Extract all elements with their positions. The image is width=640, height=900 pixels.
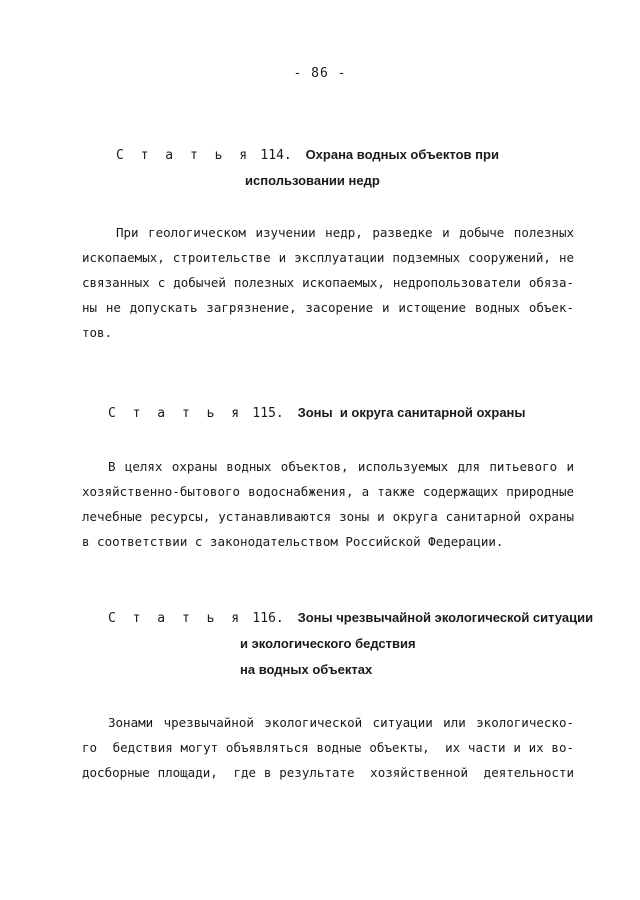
paragraph-line: тов. [82, 325, 113, 340]
page-number: - 86 - [293, 66, 347, 81]
article-114-paragraph [82, 220, 574, 345]
article-number: 114. [260, 148, 292, 163]
paragraph-line: связанных с добычей полезных ископаемых, недропользователи обяза- [82, 275, 574, 290]
article-title: Зоны чрезвычайной экологической ситуации [297, 610, 594, 625]
article-116-heading [108, 605, 593, 632]
paragraph-line: в соответствии с законодательством Российской Федерации. [82, 534, 504, 549]
paragraph-line: ископаемых, строительстве и эксплуатации подземных сооружений, не [82, 250, 574, 265]
article-label: С т а т ь я [116, 148, 252, 163]
article-116-paragraph [82, 710, 574, 785]
article-title: Зоны и округа санитарной охраны [297, 405, 526, 420]
paragraph-line: При геологическом изучении недр, разведке и добыче полезных [116, 225, 574, 240]
paragraph-line: Зонами чрезвычайной экологической ситуации или экологическо- [108, 715, 574, 730]
article-label: С т а т ь я [108, 611, 244, 626]
article-number: 115. [252, 406, 284, 421]
paragraph-line: го бедствия могут объявляться водные объекты, их части и их во- [82, 740, 574, 755]
paragraph-line: досборные площади, где в результате хозяйственной деятельности [82, 765, 574, 780]
article-title-cont: на водных объектах [240, 662, 373, 677]
article-114-heading [116, 142, 499, 169]
paragraph-line: лечебные ресурсы, устанавливаются зоны и округа санитарной охраны [82, 509, 574, 524]
article-title-cont: использовании недр [245, 173, 380, 188]
article-115-heading [108, 400, 526, 427]
article-title: Охрана водных объектов при [305, 147, 499, 162]
article-label: С т а т ь я [108, 406, 244, 421]
article-114-heading-cont [245, 168, 380, 194]
article-115-paragraph [82, 454, 574, 554]
paragraph-line: ны не допускать загрязнение, засорение и истощение водных объек- [82, 300, 574, 315]
article-title-cont: и экологического бедствия [240, 636, 416, 651]
paragraph-line: В целях охраны водных объектов, используемых для питьевого и [108, 459, 574, 474]
article-116-heading-cont [240, 631, 416, 683]
paragraph-line: хозяйственно-бытового водоснабжения, а также содержащих природные [82, 484, 574, 499]
article-number: 116. [252, 611, 284, 626]
